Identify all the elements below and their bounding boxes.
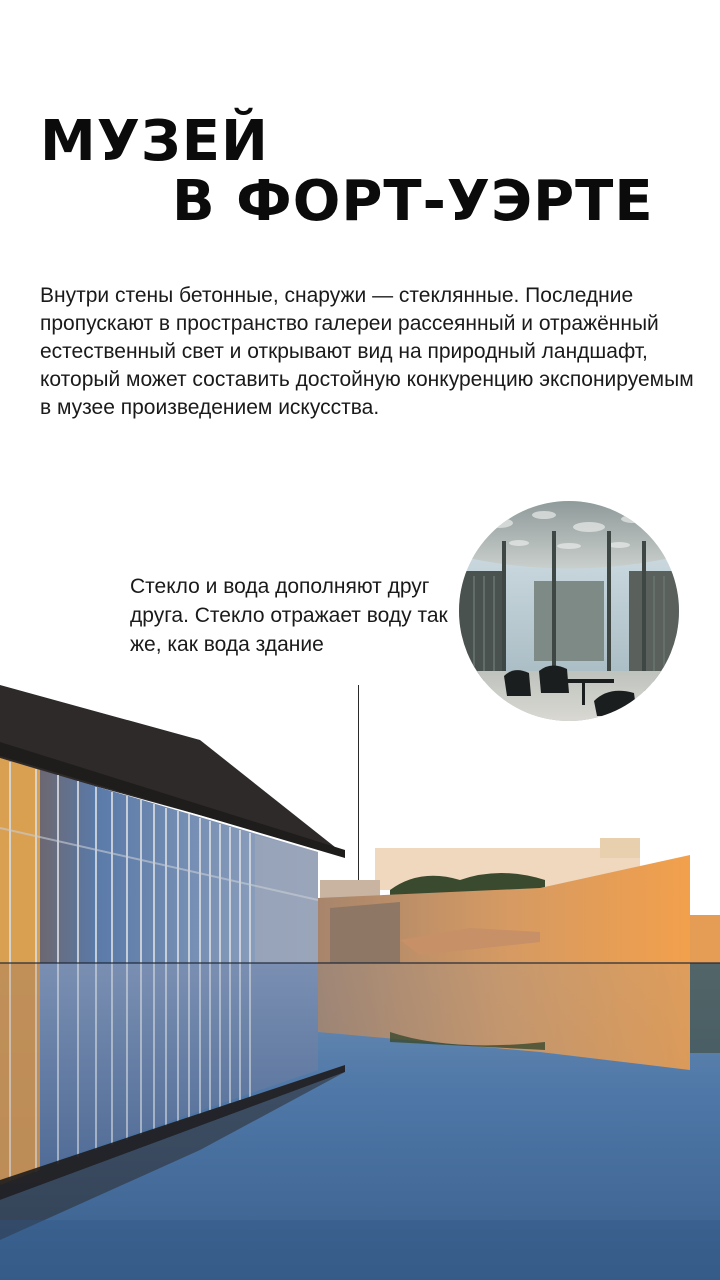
museum-photo xyxy=(0,680,720,1280)
title-line-1: МУЗЕЙ xyxy=(40,109,269,174)
description-text: Внутри стены бетонные, снаружи — стеклянные. Последние пропускают в пространство галереи рассеянный и отражённый естественный свет и открывают вид на природный ландшафт, который может составить достойную конкуренцию экспонируемым в музее произведением искусства. xyxy=(40,284,694,419)
page-title xyxy=(40,109,654,234)
title-line-2: В ФОРТ-УЭРТЕ xyxy=(172,169,654,234)
photo-caption: Стекло и вода дополняют друг друга. Стекло отражает воду так же, как вода здание xyxy=(130,575,448,656)
